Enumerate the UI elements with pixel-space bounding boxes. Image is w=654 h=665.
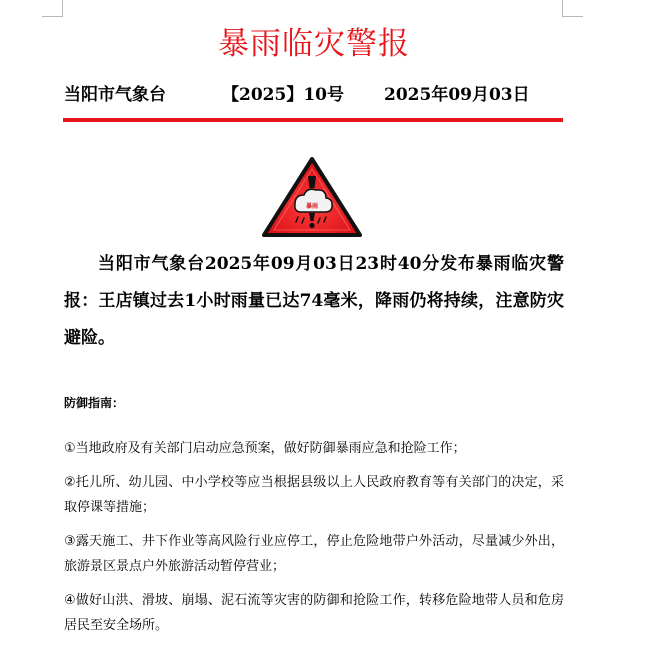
guide-item: ③露天施工、井下作业等高风险行业应停工，停止危险地带户外活动，尽量减少外出，旅游景区景点户外旅游活动暂停营业； — [64, 534, 564, 574]
defense-guide-heading: 防御指南： — [64, 396, 125, 410]
defense-guide-list — [64, 436, 564, 647]
header-divider — [63, 118, 563, 122]
document-title: 暴雨临灾警报 — [218, 26, 410, 62]
guide-item: ②托儿所、幼儿园、中小学校等应当根据县级以上人民政府教育等有关部门的决定，采取停课等措施； — [64, 475, 564, 515]
svg-text:暴雨: 暴雨 — [305, 203, 319, 210]
warning-body: 当阳市气象台2025年09月03日23时40分发布暴雨临灾警报：王店镇过去1小时雨量已达74毫米，降雨仍将持续，注意防灾避险。 — [64, 254, 564, 348]
page-corner-mark-right — [562, 0, 583, 17]
page-corner-mark-left — [42, 0, 63, 17]
issue-date: 2025年09月03日 — [384, 85, 530, 105]
document-number: 【2025】10号 — [222, 85, 344, 105]
rainstorm-warning-triangle-icon — [262, 157, 362, 237]
issuing-agency: 当阳市气象台 — [64, 85, 166, 105]
guide-item: ④做好山洪、滑坡、崩塌、泥石流等灾害的防御和抢险工作，转移危险地带人员和危房居民至安全场所。 — [64, 593, 564, 633]
guide-item: ①当地政府及有关部门启动应急预案，做好防御暴雨应急和抢险工作； — [64, 441, 466, 456]
